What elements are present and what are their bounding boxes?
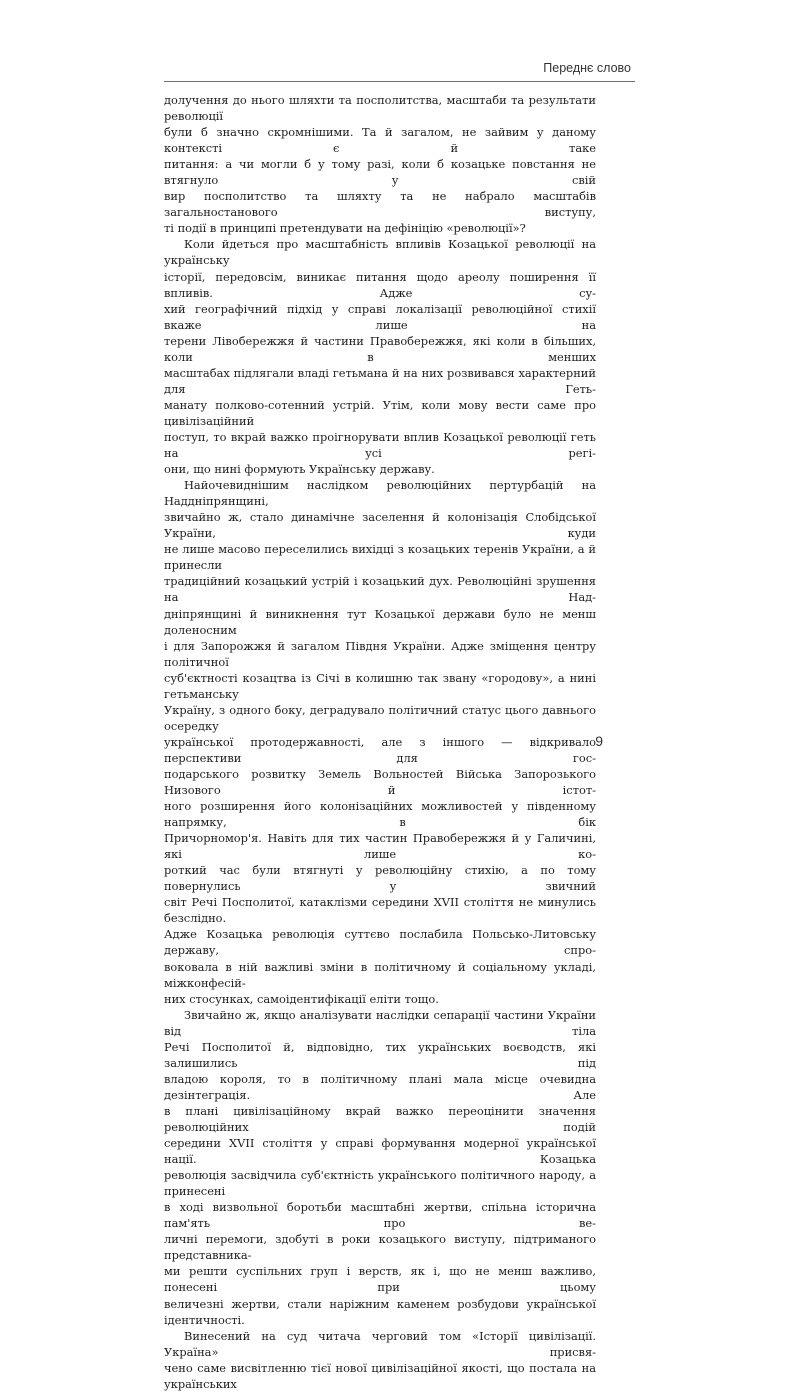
paragraph-3-line-5: дніпрянщині й виникнення тут Козацької держави було не менш доленосним bbox=[164, 606, 596, 637]
paragraph-4-line-2: Речі Посполитої й, відповідно, тих українських воєводств, які залишились під bbox=[164, 1039, 596, 1070]
paragraph-4-line-7: в ході визвольної боротьби масштабні жертви, спільна історична пам'ять про ве- bbox=[164, 1200, 596, 1231]
paragraph-1-line-3: питання: а чи могли б у тому разі, коли б козацьке повстання не втягнуло у свій bbox=[164, 157, 596, 188]
paragraph-4-line-8: личні перемоги, здобуті в роки козацького виступу, підтриманого представника- bbox=[164, 1232, 596, 1263]
paragraph-2-line-5: масштабах підлягали владі гетьмана й на них розвивався характерний для Геть- bbox=[164, 365, 596, 396]
paragraph-3-line-14: світ Речі Посполитої, катаклізми середини XVII століття не минулись безслідно. bbox=[164, 895, 596, 926]
paragraph-4-line-1: Звичайно ж, якщо аналізувати наслідки сепарації частини України від тіла bbox=[164, 1007, 596, 1038]
paragraph-2-line-1: Коли йдеться про масштабність впливів Козацької революції на українську bbox=[164, 237, 596, 268]
paragraph-1-line-4: вир посполитство та шляхту та не набрало масштабів загальностанового виступу, bbox=[164, 189, 596, 220]
paragraph-2-line-8: они, що нині формують Українську державу. bbox=[164, 462, 435, 477]
paragraph-3-line-3: не лише масово переселились вихідці з козацьких теренів України, а й принесли bbox=[164, 542, 596, 573]
body-text bbox=[164, 92, 596, 1392]
paragraph-3-line-4: традиційний козацький устрій і козацький дух. Революційні зрушення на Над- bbox=[164, 574, 596, 605]
paragraph-4-line-3: владою короля, то в політичному плані мала місце очевидна дезінтеграція. Але bbox=[164, 1071, 596, 1102]
paragraph-3-line-17: них стосунках, самоідентифікації еліти тощо. bbox=[164, 991, 439, 1006]
paragraph-4-line-4: в плані цивілізаційному вкрай важко переоцінити значення революційних подій bbox=[164, 1103, 596, 1134]
paragraph-3-line-11: ного розширення його колонізаційних можливостей у південному напрямку, в бік bbox=[164, 799, 596, 830]
paragraph-3-line-9: української протодержавності, але з іншого — відкривало перспективи для гос- bbox=[164, 734, 596, 765]
running-header bbox=[164, 55, 635, 82]
paragraph-5-line-1: Винесений на суд читача черговий том «Історії цивілізації. Україна» присвя- bbox=[164, 1328, 596, 1359]
paragraph-3-line-1: Найочевиднішим наслідком революційних пертурбацій на Наддніпрянщині, bbox=[164, 478, 596, 509]
paragraph-1-line-1: долучення до нього шляхти та посполитства, масштаби та результати революції bbox=[164, 93, 596, 124]
paragraph-2-line-6: манату полково-сотенний устрій. Утім, коли мову вести саме про цивілізаційний bbox=[164, 397, 596, 428]
paragraph-3-line-15: Адже Козацька революція суттєво послабила Польсько-Литовську державу, спро- bbox=[164, 927, 596, 958]
paragraph-3-line-16: воковала в ній важливі зміни в політичному й соціальному укладі, міжконфесій- bbox=[164, 959, 596, 990]
paragraph-2-line-2: історії, передовсім, виникає питання щодо ареолу поширення її впливів. Адже су- bbox=[164, 269, 596, 300]
paragraph-3-line-12: Причорномор'я. Навіть для тих частин Правобережжя й у Галичині, які лише ко- bbox=[164, 831, 596, 862]
paragraph-2-line-3: хий географічний підхід у справі локалізації революційної стихії вкаже лише на bbox=[164, 301, 596, 332]
paragraph-5-line-2: чено саме висвітленню тієї нової цивілізаційної якості, що постала на українських bbox=[164, 1360, 596, 1391]
paragraph-4-line-6: революція засвідчила суб'єктність українського політичного народу, а принесені bbox=[164, 1168, 596, 1199]
paragraph-3-line-7: суб'єктності козацтва із Січі в колишню так звану «городову», а нині гетьманську bbox=[164, 670, 596, 701]
paragraph-4-line-5: середини XVII століття у справі формування модерної української нації. Козацька bbox=[164, 1136, 596, 1167]
page-number: 9 bbox=[595, 733, 603, 749]
running-header-title: Переднє слово bbox=[543, 61, 631, 75]
paragraph-4-line-9: ми решти суспільних груп і верств, як і, що не менш важливо, понесені при цьому bbox=[164, 1264, 596, 1295]
paragraph-1-line-2: були б значно скромнішими. Та й загалом, не зайвим у даному контексті є й таке bbox=[164, 125, 596, 156]
paragraph-3-line-8: Україну, з одного боку, деградувало політичний статус цього давнього осередку bbox=[164, 702, 596, 733]
paragraph-3-line-6: і для Запорожжя й загалом Півдня України. Адже зміщення центру політичної bbox=[164, 638, 596, 669]
paragraph-3-line-10: подарського розвитку Земель Вольностей Війська Запорозького Низового й істот- bbox=[164, 766, 596, 798]
paragraph-4-line-10: величезні жертви, стали наріжним каменем розбудови української ідентичності. bbox=[164, 1296, 596, 1327]
paragraph-2-line-4: терени Лівобережжя й частини Правобережжя, які коли в більших, коли в менших bbox=[164, 333, 596, 364]
paragraph-3-line-2: звичайно ж, стало динамічне заселення й колонізація Слобідської України, куди bbox=[164, 510, 596, 541]
paragraph-1-line-5: ті події в принципі претендувати на дефініцію «революції»? bbox=[164, 221, 526, 236]
paragraph-3-line-13: роткий час були втягнуті у революційну стихію, а по тому повернулись у звичний bbox=[164, 863, 596, 894]
paragraph-2-line-7: поступ, то вкрай важко проігнорувати вплив Козацької революції геть на усі регі- bbox=[164, 429, 596, 461]
